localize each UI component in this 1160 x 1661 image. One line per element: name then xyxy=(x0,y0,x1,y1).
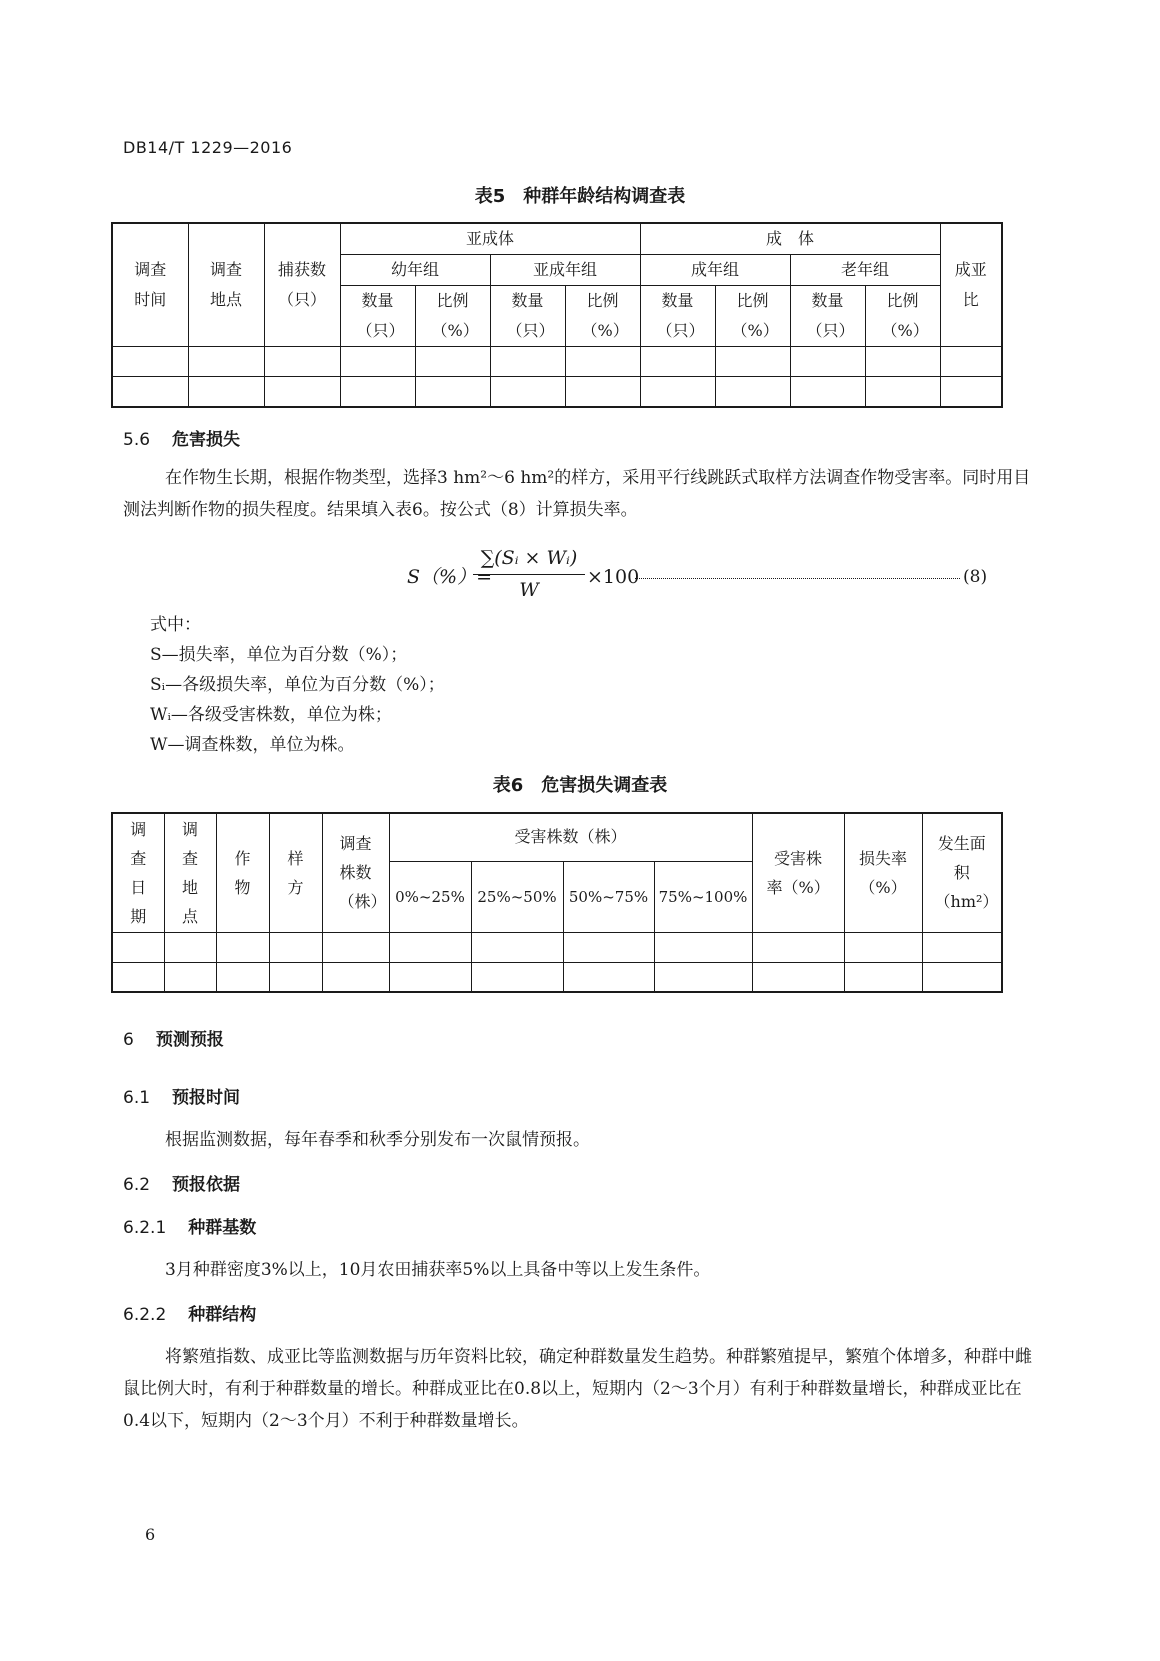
table5-header-young: 幼年组 xyxy=(340,255,490,286)
table5-header-count: 数量（只） xyxy=(790,286,865,347)
table6-header-range-0-25: 0%~25% xyxy=(389,861,471,932)
section-6-2-heading xyxy=(123,1170,240,1195)
section-title: 预测预报 xyxy=(155,1030,224,1050)
formula-multiplier: ×100 xyxy=(587,566,640,588)
formula-denominator: W xyxy=(519,579,539,601)
paragraph-6-2-2: 将繁殖指数、成亚比等监测数据与历年资料比较，确定种群数量发生趋势。种群繁殖提早，繁殖个体增多，种群中雌鼠比例大时，有利于种群数量的增长。种群成亚比在0.8以上，短期内（2～3个月）有利于种群数量增长，种群成亚比在0.4以下，短期内（2～3个月）不利于种群数量增长。 xyxy=(123,1347,1032,1431)
table-row xyxy=(112,962,1002,992)
table6-header-plot: 样方 xyxy=(269,813,322,932)
definitions-intro: 式中： xyxy=(150,615,201,635)
table5-header-old: 老年组 xyxy=(790,255,940,286)
table5-header-count: 数量（只） xyxy=(490,286,565,347)
table5-header-count: 数量（只） xyxy=(340,286,415,347)
section-6-2-2-heading xyxy=(123,1300,256,1325)
paragraph-6-2-1: 3月种群密度3%以上，10月农田捕获率5%以上具备中等以上发生条件。 xyxy=(165,1260,711,1280)
section-6-heading xyxy=(123,1025,224,1050)
section-number: 6.2.1 xyxy=(123,1218,167,1238)
table6-header-damaged: 受害株数（株） xyxy=(389,813,752,861)
section-title: 预报时间 xyxy=(172,1088,241,1108)
section-title: 预报依据 xyxy=(172,1175,241,1195)
formula-label: (8) xyxy=(963,567,988,587)
page-number: 6 xyxy=(145,1525,156,1544)
table-row xyxy=(112,932,1002,962)
section-number: 6.2 xyxy=(123,1175,151,1195)
table6-header-surveyed: 调查株数（株） xyxy=(322,813,389,932)
table5-header-percent: 比例（%） xyxy=(865,286,940,347)
table6-title: 表6 危害损失调查表 xyxy=(492,775,668,796)
table6-header-range-75-100: 75%~100% xyxy=(654,861,752,932)
document-id: DB14/T 1229—2016 xyxy=(123,138,293,157)
formula-lhs: S（%）= xyxy=(407,566,492,588)
table5-header-adult: 成 体 xyxy=(640,223,940,255)
table5-header-time: 调查时间 xyxy=(112,223,188,347)
table6-header-range-50-75: 50%~75% xyxy=(563,861,654,932)
section-6-1-heading xyxy=(123,1083,240,1108)
table5-header-ratio: 成亚比 xyxy=(940,223,1002,347)
section-title: 危害损失 xyxy=(172,430,241,450)
table5-header-subadult: 亚成体 xyxy=(340,223,640,255)
definition-item: Wᵢ—各级受害株数，单位为株； xyxy=(150,705,392,725)
section-number: 6.2.2 xyxy=(123,1305,167,1325)
formula-numerator: ∑(Sᵢ × Wᵢ) xyxy=(480,547,578,569)
table5-title: 表5 种群年龄结构调查表 xyxy=(474,186,686,207)
table5-header-percent: 比例（%） xyxy=(715,286,790,347)
table5-header-percent: 比例（%） xyxy=(565,286,640,347)
table6-header-rate: 受害株率（%） xyxy=(752,813,844,932)
table-row xyxy=(112,377,1002,407)
definition-item: W—调查株数，单位为株。 xyxy=(150,735,355,755)
table6-header-range-25-50: 25%~50% xyxy=(471,861,563,932)
section-number: 5.6 xyxy=(123,430,151,450)
fraction-bar xyxy=(473,574,585,575)
table5 xyxy=(111,222,1003,408)
table5-header-adult-group: 成年组 xyxy=(640,255,790,286)
definition-item: Sᵢ—各级损失率，单位为百分数（%）； xyxy=(150,675,445,695)
table6-header-date: 调查日期 xyxy=(112,813,164,932)
definition-item: S—损失率，单位为百分数（%）； xyxy=(150,645,408,665)
table5-header-count: 数量（只） xyxy=(640,286,715,347)
table6-header-crop: 作物 xyxy=(216,813,269,932)
section-title: 种群基数 xyxy=(188,1218,257,1238)
table5-header-catch: 捕获数（只） xyxy=(264,223,340,347)
paragraph-6-1: 根据监测数据，每年春季和秋季分别发布一次鼠情预报。 xyxy=(165,1130,590,1150)
dot-leader xyxy=(635,578,960,579)
loss-rate-formula xyxy=(407,547,1047,632)
table-row xyxy=(112,347,1002,377)
section-5-6-heading xyxy=(123,425,240,450)
section-6-2-1-heading xyxy=(123,1213,256,1238)
section-number: 6.1 xyxy=(123,1088,151,1108)
table6 xyxy=(111,812,1003,993)
table6-header-place: 调查地点 xyxy=(164,813,216,932)
table6-header-loss: 损失率（%） xyxy=(844,813,922,932)
section-number: 6 xyxy=(123,1030,134,1050)
table5-header-place: 调查地点 xyxy=(188,223,264,347)
paragraph-5-6: 在作物生长期，根据作物类型，选择3 hm²～6 hm²的样方，采用平行线跳跃式取样方法调查作物受害率。同时用目测法判断作物的损失程度。结果填入表6。按公式（8）计算损失率。 xyxy=(123,468,1031,520)
section-title: 种群结构 xyxy=(188,1305,257,1325)
table6-header-area: 发生面积（hm²） xyxy=(922,813,1002,932)
table5-header-subadult-group: 亚成年组 xyxy=(490,255,640,286)
table5-header-percent: 比例（%） xyxy=(415,286,490,347)
